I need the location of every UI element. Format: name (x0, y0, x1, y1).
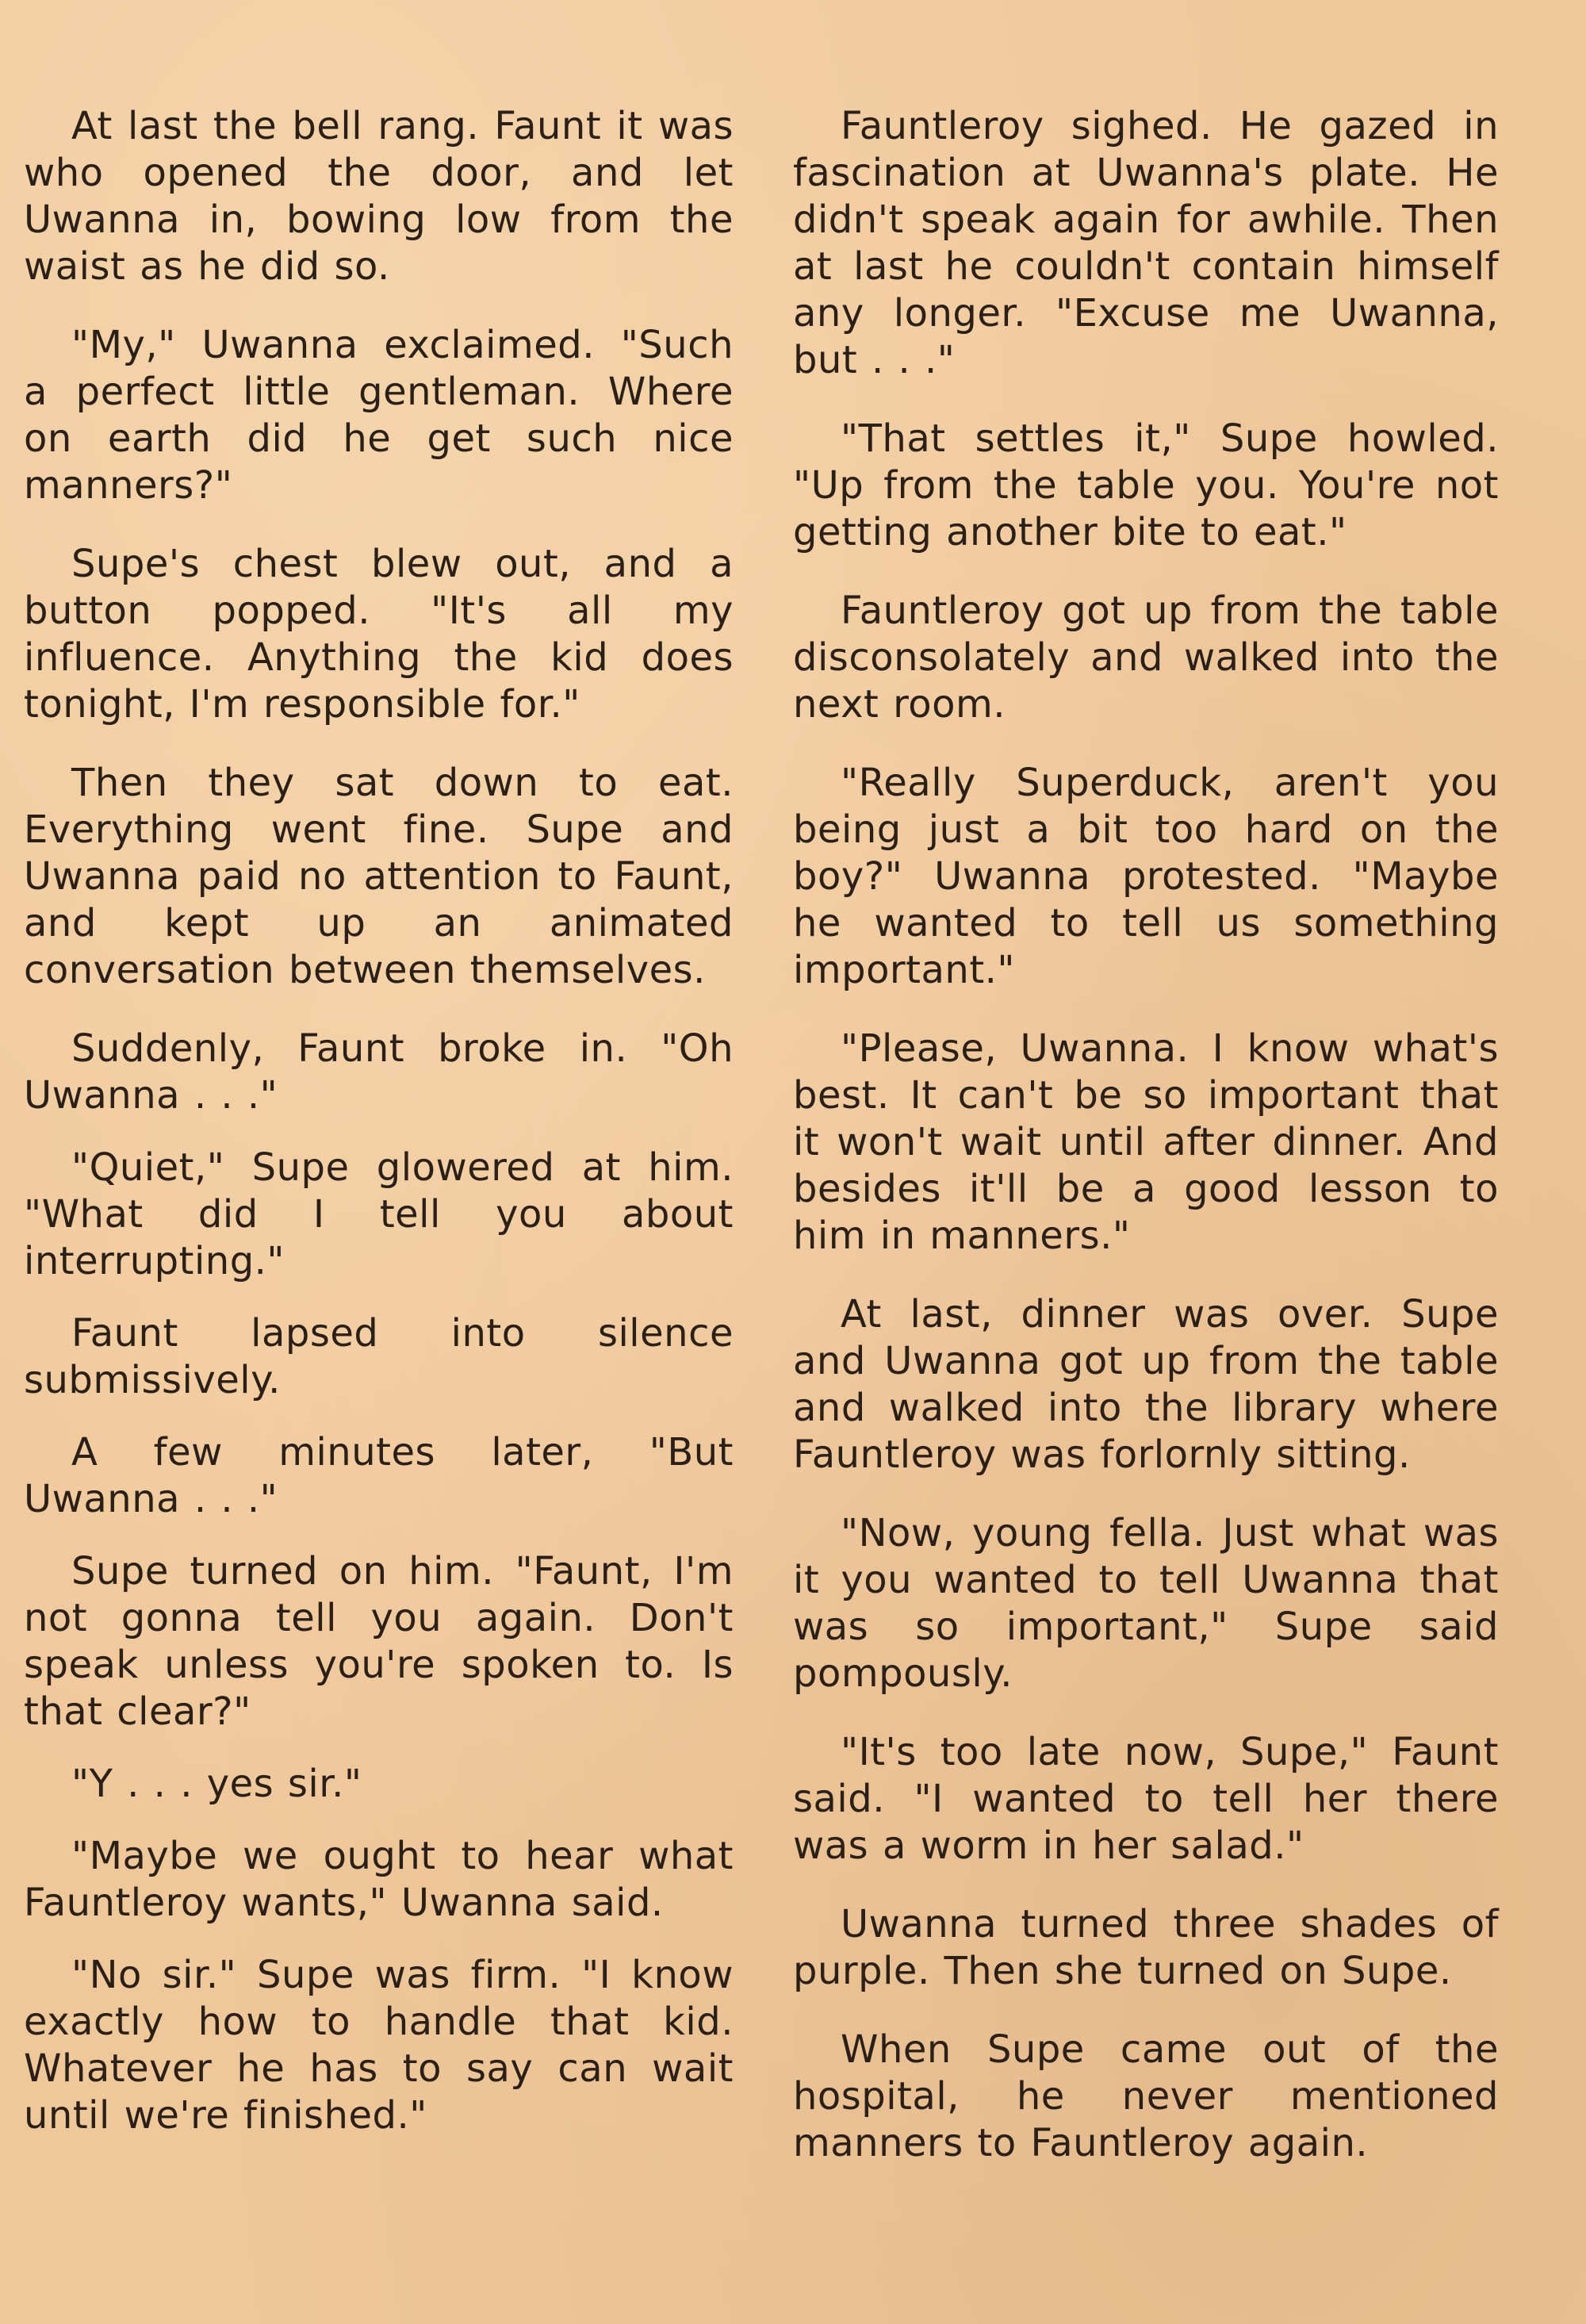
paragraph: "That settles it," Supe howled. "Up from the table you. You're not getting another bite to eat." (793, 416, 1499, 554)
paragraph: "It's too late now, Supe," Faunt said. "I wanted to tell her there was a worm in her salad." (793, 1730, 1499, 1868)
paragraph: "Please, Uwanna. I know what's best. It can't be so important that it won't wait until after dinner. And besides it'll be a good lesson to him in manners." (793, 1026, 1499, 1258)
paragraph: At last the bell rang. Faunt it was who opened the door, and let Uwanna in, bowing low from the waist as he did so. (24, 104, 734, 289)
right-text-column (793, 103, 1499, 2199)
paragraph: Faunt lapsed into silence submissively. (24, 1311, 734, 1402)
paragraph: "Now, young fella. Just what was it you wanted to tell Uwanna that was so important," Supe said pompously. (793, 1511, 1499, 1696)
paragraph: When Supe came out of the hospital, he never mentioned manners to Fauntleroy again. (793, 2027, 1499, 2165)
paragraph: "Quiet," Supe glowered at him. "What did I tell you about interrupting." (24, 1145, 734, 1283)
paragraph: Fauntleroy sighed. He gazed in fascination at Uwanna's plate. He didn't speak again for awhile. Then at last he couldn't contain himself any longer. "Excuse me Uwanna, but . . ." (793, 104, 1499, 382)
paragraph: Fauntleroy got up from the table disconsolately and walked into the next room. (793, 589, 1499, 727)
paragraph: "My," Uwanna exclaimed. "Such a perfect little gentleman. Where on earth did he get such nice manners?" (24, 323, 734, 508)
paragraph: Supe turned on him. "Faunt, I'm not gonna tell you again. Don't speak unless you're spoken to. Is that clear?" (24, 1549, 734, 1734)
paragraph: "Maybe we ought to hear what Fauntleroy wants," Uwanna said. (24, 1834, 734, 1925)
paragraph: At last, dinner was over. Supe and Uwanna got up from the table and walked into the library where Fauntleroy was forlornly sitting. (793, 1292, 1499, 1477)
paragraph: "Y . . . yes sir." (71, 1762, 362, 1806)
paragraph: Supe's chest blew out, and a button popped. "It's all my influence. Anything the kid does tonight, I'm responsible for." (24, 542, 734, 727)
paragraph: "No sir." Supe was firm. "I know exactly how to handle that kid. Whatever he has to say can wait until we're finished." (24, 1953, 734, 2138)
paragraph: A few minutes later, "But Uwanna . . ." (24, 1430, 734, 1521)
left-text-column (24, 103, 734, 2165)
paragraph: Uwanna turned three shades of purple. Then she turned on Supe. (793, 1902, 1499, 1993)
paragraph: Suddenly, Faunt broke in. "Oh Uwanna . . ." (24, 1026, 734, 1118)
paragraph: "Really Superduck, aren't you being just a bit too hard on the boy?" Uwanna protested. "Maybe he wanted to tell us something important." (793, 761, 1499, 992)
paragraph: Then they sat down to eat. Everything went fine. Supe and Uwanna paid no attention to Faunt, and kept up an animated conversation between themselves. (24, 761, 734, 992)
